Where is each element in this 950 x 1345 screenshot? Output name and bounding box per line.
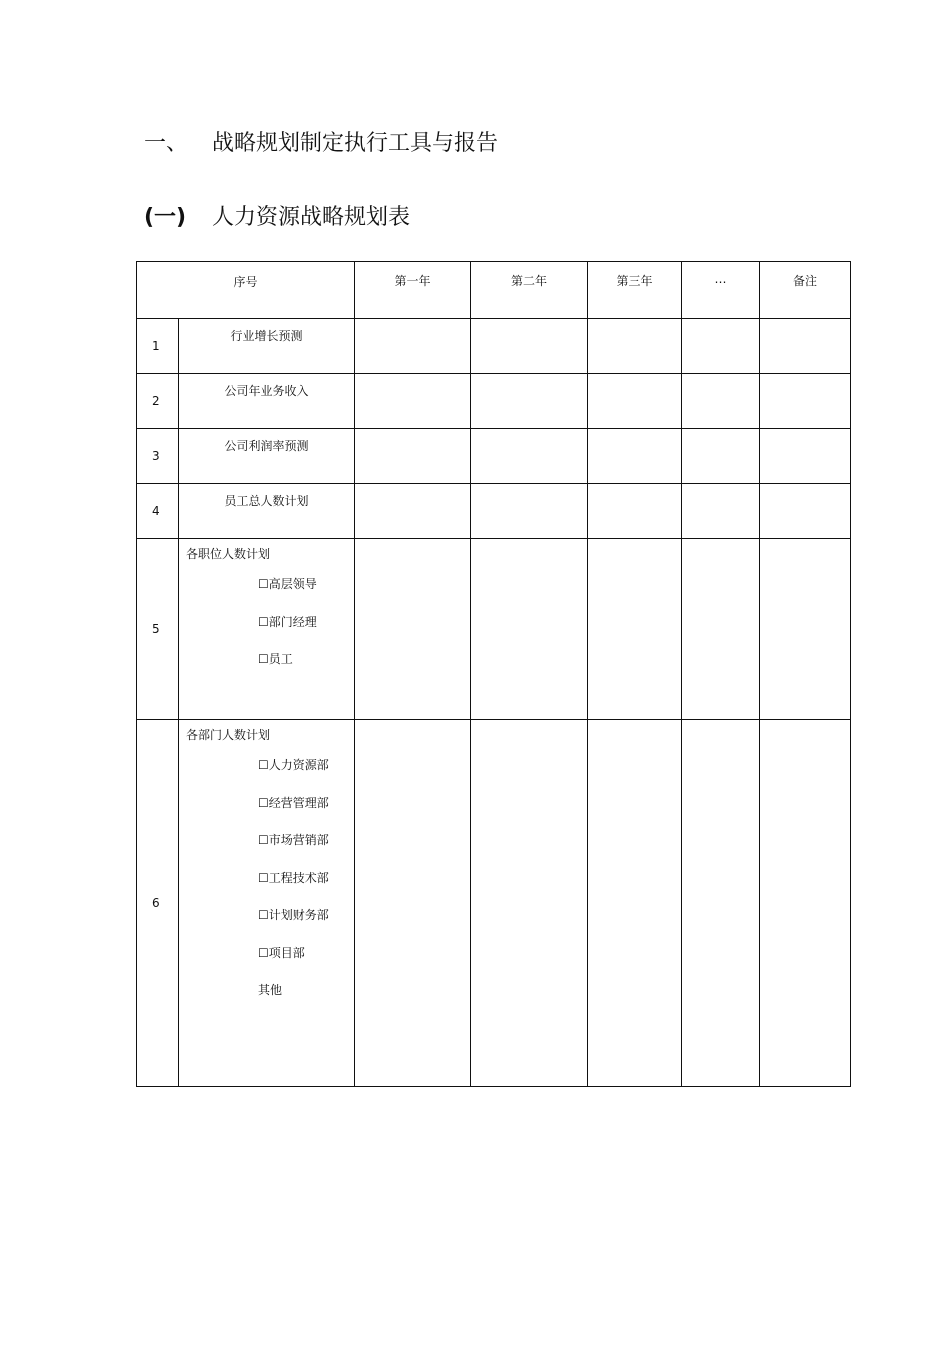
section-heading-2 [144, 200, 410, 231]
row-number: 1 [137, 319, 179, 374]
table-row [137, 429, 851, 484]
position-option-staff[interactable]: ☐员工 [258, 652, 293, 666]
cell-more[interactable] [682, 484, 760, 539]
cell-remark[interactable] [760, 720, 851, 1087]
position-option-senior[interactable]: ☐高层领导 [258, 577, 317, 591]
cell-year-2[interactable] [471, 374, 588, 429]
section-heading-1 [144, 126, 498, 157]
row-item: 公司利润率预测 [179, 429, 355, 484]
row-item: 行业增长预测 [179, 319, 355, 374]
table-row-position-plan [137, 539, 851, 720]
department-option-other: 其他 [258, 983, 283, 997]
department-option-finance[interactable]: ☐计划财务部 [258, 908, 329, 922]
cell-year-3[interactable] [588, 374, 682, 429]
row-number: 2 [137, 374, 179, 429]
cell-year-3[interactable] [588, 539, 682, 720]
position-option-manager[interactable]: ☐部门经理 [258, 614, 317, 629]
row-number: 6 [137, 720, 179, 1087]
cell-more[interactable] [682, 319, 760, 374]
row-number: 5 [137, 539, 179, 720]
cell-year-2[interactable] [471, 319, 588, 374]
cell-year-3[interactable] [588, 429, 682, 484]
table-row [137, 484, 851, 539]
row-item-position-plan [179, 539, 355, 720]
cell-remark[interactable] [760, 429, 851, 484]
section-title-2: 人力资源战略规划表 [212, 205, 411, 230]
cell-year-1[interactable] [355, 484, 471, 539]
header-index: 序号 [137, 262, 355, 319]
header-year-3: 第三年 [588, 262, 682, 319]
cell-year-1[interactable] [355, 374, 471, 429]
header-year-1: 第一年 [355, 262, 471, 319]
cell-remark[interactable] [760, 374, 851, 429]
cell-more[interactable] [682, 720, 760, 1087]
cell-year-2[interactable] [471, 539, 588, 720]
row-item: 公司年业务收入 [179, 374, 355, 429]
cell-year-1[interactable] [355, 319, 471, 374]
header-year-2: 第二年 [471, 262, 588, 319]
header-more: … [682, 262, 760, 319]
row-item: 员工总人数计划 [179, 484, 355, 539]
cell-year-2[interactable] [471, 484, 588, 539]
cell-year-3[interactable] [588, 319, 682, 374]
table-row-department-plan [137, 720, 851, 1087]
section-number-2: (一) [144, 205, 187, 230]
cell-remark[interactable] [760, 484, 851, 539]
department-option-operations[interactable]: ☐经营管理部 [258, 795, 329, 810]
department-option-project[interactable]: ☐项目部 [258, 945, 305, 960]
table-row [137, 319, 851, 374]
cell-year-1[interactable] [355, 429, 471, 484]
cell-year-1[interactable] [355, 720, 471, 1087]
cell-more[interactable] [682, 374, 760, 429]
row-number: 4 [137, 484, 179, 539]
row-number: 3 [137, 429, 179, 484]
row-item-department-plan [179, 720, 355, 1087]
cell-year-3[interactable] [588, 720, 682, 1087]
header-remark: 备注 [760, 262, 851, 319]
hr-strategy-plan-table [136, 261, 851, 1087]
cell-year-2[interactable] [471, 429, 588, 484]
table-row [137, 374, 851, 429]
cell-more[interactable] [682, 539, 760, 720]
department-option-hr[interactable]: ☐人力资源部 [258, 758, 329, 772]
cell-year-2[interactable] [471, 720, 588, 1087]
table-header-row [137, 262, 851, 319]
cell-more[interactable] [682, 429, 760, 484]
department-plan-title: 各部门人数计划 [186, 728, 271, 742]
position-plan-title: 各职位人数计划 [186, 547, 271, 561]
department-option-marketing[interactable]: ☐市场营销部 [258, 833, 329, 847]
section-title-1: 战略规划制定执行工具与报告 [212, 131, 499, 156]
department-option-engineering[interactable]: ☐工程技术部 [258, 870, 329, 885]
cell-year-3[interactable] [588, 484, 682, 539]
section-number-1: 一、 [144, 131, 189, 156]
cell-remark[interactable] [760, 319, 851, 374]
cell-remark[interactable] [760, 539, 851, 720]
cell-year-1[interactable] [355, 539, 471, 720]
